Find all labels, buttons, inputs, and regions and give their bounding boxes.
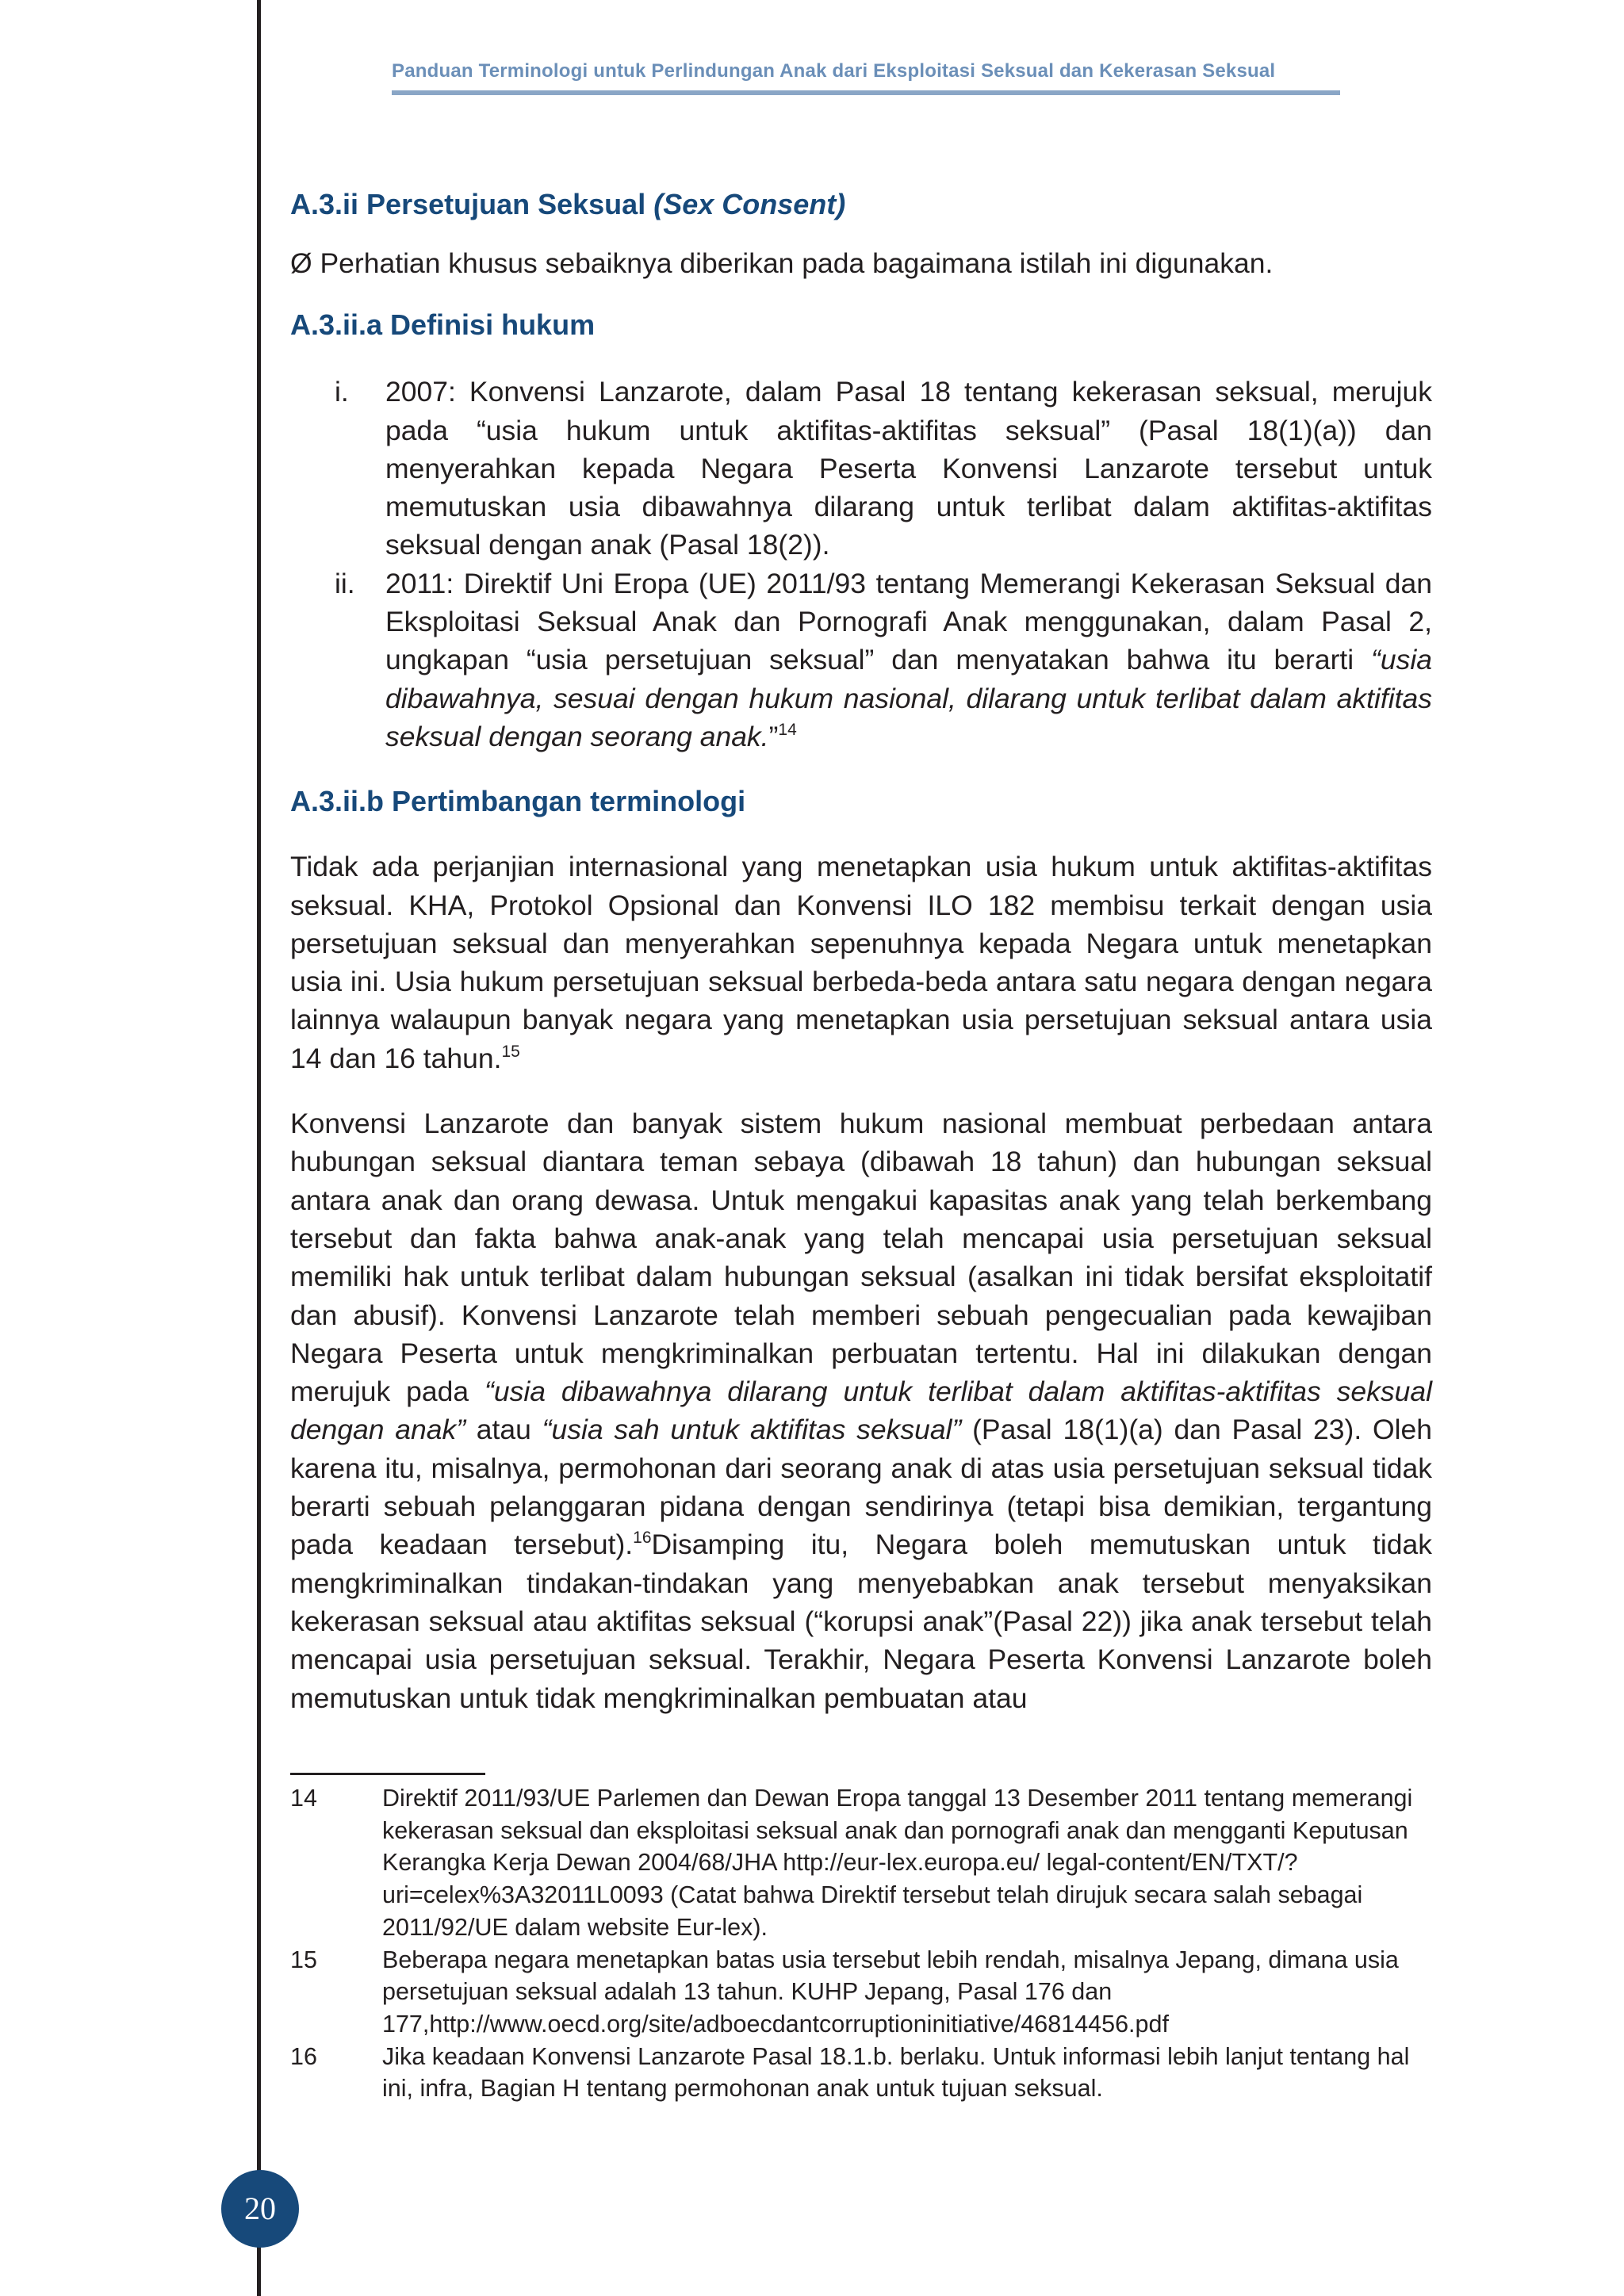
footnote [290,1782,1416,1944]
section-title [290,182,1432,227]
footnote-number: 16 [290,2042,317,2070]
paragraph-text: atau [465,1414,542,1446]
list-item-number: ii. [335,567,355,599]
footnote-text: Jika keadaan Konvensi Lanzarote Pasal 18.1.b. berlaku. Untuk informasi lebih lanjut tentang hal ini, infra, Bagian H tentang permohonan anak untuk tujuan seksual. [382,2042,1410,2103]
footnote-text: Beberapa negara menetapkan batas usia tersebut lebih rendah, misalnya Jepang, dimana usia persetujuan seksual adalah 13 tahun. KUHP Jepang, Pasal 176 dan 177,http://www.oecd.org/site/adboecdantcorruptioninitiative/46814456.pdf [382,1946,1399,2038]
footnote [290,1944,1416,2041]
paragraph-italic-quote: “usia dibawahnya dilarang untuk terlibat dalam aktifitas-aktifitas seksual dengan anak” [290,1376,1432,1446]
section-title-italic: (Sex Consent) [653,188,846,220]
footnote-number: 15 [290,1946,317,1973]
footnote-number: 14 [290,1785,317,1812]
terminology-paragraph-2 [290,1104,1432,1717]
terminology-paragraph-1 [290,848,1432,1077]
page-number-badge: 20 [221,2170,299,2248]
section-title-text: A.3.ii Persetujuan Seksual [290,188,646,220]
terminology-heading: A.3.ii.b Pertimbangan terminologi [290,785,746,818]
footnote-ref: 14 [778,720,797,739]
paragraph-text: Konvensi Lanzarote dan banyak sistem hukum nasional membuat perbedaan antara hubungan seksual diantara teman sebaya (dibawah 18 tahun) dan hubungan seksual antara anak dan orang dewasa. Untuk mengakui kapasitas anak yang telah berkembang tersebut dan fakta bahwa anak-anak yang telah mencapai usia persetujuan seksual memiliki hak untuk terlibat dalam hubungan seksual (asalkan ini tidak bersifat eksploitatif dan abusif). Konvensi Lanzarote telah memberi sebuah pengecualian pada kewajiban Negara Peserta untuk mengkriminalkan perbuatan tertentu. Hal ini dilakukan dengan merujuk pada [290,1108,1432,1408]
main-content [290,182,1432,1717]
footnote-ref: 16 [633,1529,652,1548]
legal-definition-heading: A.3.ii.a Definisi hukum [290,308,596,342]
running-header-title: Panduan Terminologi untuk Perlindungan Anak dari Eksploitasi Seksual dan Kekerasan Seksual [392,60,1276,82]
usage-note: Ø Perhatian khusus sebaiknya diberikan pada bagaimana istilah ini digunakan. [290,247,1274,279]
left-margin-rule [257,0,261,2296]
list-item-closing-quote: ” [768,720,779,752]
list-item-number: i. [335,376,349,408]
header-rule [392,90,1340,95]
paragraph-text: Tidak ada perjanjian internasional yang menetapkan usia hukum untuk aktifitas-aktifitas seksual. KHA, Protokol Opsional dan Konvensi ILO 182 membisu terkait dengan usia persetujuan seksual dan menyerahkan sepenuhnya kepada Negara untuk menetapkan usia ini. Usia hukum persetujuan seksual berbeda-beda antara satu negara dengan negara lainnya walaupun banyak negara yang menetapkan usia persetujuan seksual antara usia 14 dan 16 tahun. [290,851,1432,1074]
paragraph-text: (Pasal 18(1)(a) dan Pasal 23). Oleh karena itu, misalnya, permohonan dari seorang anak di atas usia persetujuan seksual tidak berarti sebuah pelanggaran pidana dengan sendirinya (tetapi bisa demikian, tergantung pada keadaan tersebut). [290,1414,1432,1561]
list-item-text: 2007: Konvensi Lanzarote, dalam Pasal 18 tentang kekerasan seksual, merujuk pada “usia hukum untuk aktifitas-aktifitas seksual” (Pasal 18(1)(a)) dan menyerahkan kepada Negara Peserta Konvensi Lanzarote tersebut untuk memutuskan usia dibawahnya dilarang untuk terlibat dalam aktifitas-aktifitas seksual dengan anak (Pasal 18(2)). [385,376,1432,561]
list-item-italic-quote: “usia dibawahnya, sesuai dengan hukum nasional, dilarang untuk terlibat dalam aktifitas seksual dengan seorang anak. [385,644,1432,752]
list-item [290,373,1432,564]
footnotes [290,1782,1416,2105]
footnote [290,2041,1416,2105]
legal-definition-list [290,373,1432,756]
footnote-separator [290,1773,485,1775]
paragraph-italic-quote: “usia sah untuk aktifitas seksual” [542,1414,962,1446]
footnote-ref: 15 [501,1042,520,1061]
footnote-text: Direktif 2011/93/UE Parlemen dan Dewan Eropa tanggal 13 Desember 2011 tentang memerangi kekerasan seksual dan eksploitasi seksual anak dan pornografi anak dan mengganti Keputusan Kerangka Kerja Dewan 2004/68/JHA http://eur-lex.europa.eu/ legal-content/EN/TXT/?uri=celex%3A32011L0093 (Catat bahwa Direktif tersebut telah dirujuk secara salah sebagai 2011/92/UE dalam website Eur-lex). [382,1785,1413,1941]
paragraph-text: Disamping itu, Negara boleh memutuskan untuk tidak mengkriminalkan tindakan-tindakan yang menyebabkan anak tersebut menyaksikan kekerasan seksual atau aktifitas seksual (“korupsi anak”(Pasal 22)) jika anak tersebut telah mencapai usia persetujuan seksual. Terakhir, Negara Peserta Konvensi Lanzarote boleh memutuskan untuk tidak mengkriminalkan pembuatan atau [290,1529,1432,1714]
list-item [290,564,1432,756]
list-item-text: 2011: Direktif Uni Eropa (UE) 2011/93 tentang Memerangi Kekerasan Seksual dan Eksploitasi Seksual Anak dan Pornografi Anak menggunakan, dalam Pasal 2, ungkapan “usia persetujuan seksual” dan menyatakan bahwa itu berarti [385,567,1432,676]
